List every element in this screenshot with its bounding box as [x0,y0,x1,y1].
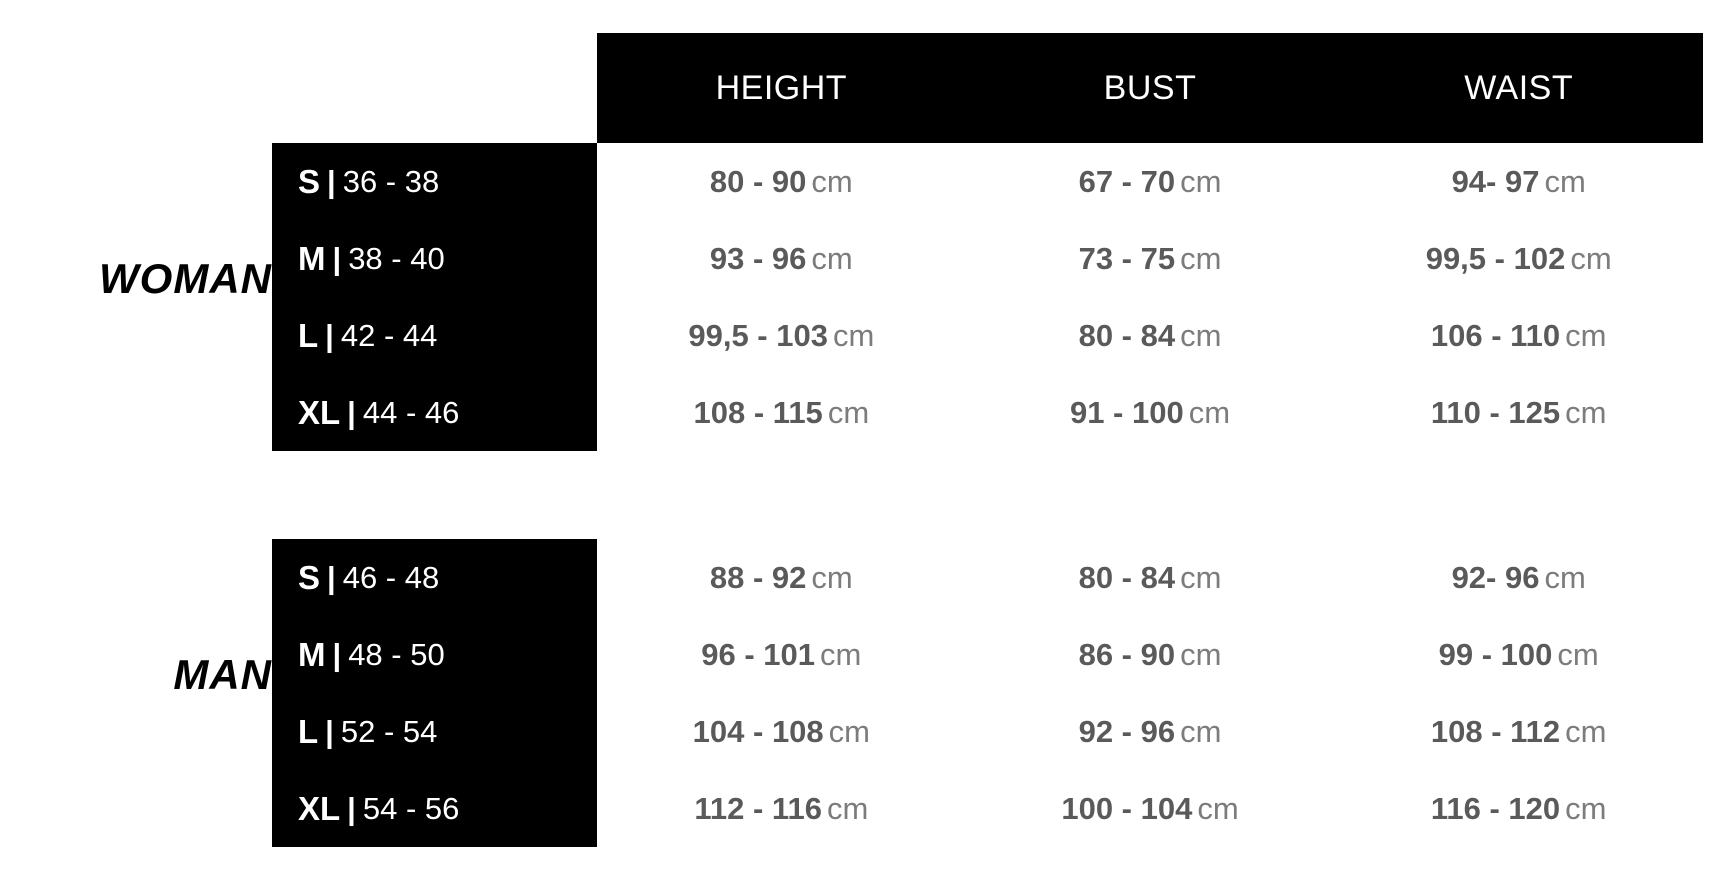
cell-bust: 67 - 70 cm [1078,163,1222,199]
cell-bust: 73 - 75 cm [1078,240,1222,276]
table-row [597,693,1703,770]
size-range: 42 - 44 [340,317,438,353]
measurements-man [597,539,1703,847]
cell-waist: 110 - 125 cm [1430,394,1607,430]
table-row [272,693,597,770]
size-letter: XL [298,789,341,827]
measurements-woman [597,143,1703,451]
table-row [272,770,597,847]
size-separator: | [332,240,342,276]
cell-waist: 99,5 - 102 cm [1425,240,1612,276]
cell-bust: 86 - 90 cm [1078,636,1222,672]
cell-height: 96 - 101 cm [701,636,862,672]
table-row [272,220,597,297]
cell-waist: 92- 96 cm [1451,559,1586,595]
size-separator: | [332,636,342,672]
cell-waist: 106 - 110 cm [1430,317,1607,353]
size-letter: M [298,239,326,277]
size-letter: L [298,712,319,750]
section-label-man: MAN [173,651,272,698]
size-range: 54 - 56 [362,790,460,826]
size-letter: XL [298,393,341,431]
size-separator: | [327,559,336,595]
table-row [597,297,1703,374]
table-row [272,616,597,693]
cell-height: 104 - 108 cm [692,713,870,749]
size-range: 36 - 38 [342,163,440,199]
cell-bust: 80 - 84 cm [1078,317,1222,353]
table-row [272,143,597,220]
table-row [272,297,597,374]
cell-bust: 92 - 96 cm [1078,713,1222,749]
size-range: 48 - 50 [348,636,445,672]
column-header-height: HEIGHT [715,68,848,107]
size-column-man [272,539,597,847]
size-range: 52 - 54 [340,713,438,749]
section-label-woman: WOMAN [99,255,272,302]
size-separator: | [347,394,356,430]
cell-height: 108 - 115 cm [693,394,870,430]
size-range: 46 - 48 [342,559,440,595]
table-row [597,374,1703,451]
cell-waist: 116 - 120 cm [1430,790,1607,826]
cell-waist: 108 - 112 cm [1430,713,1607,749]
size-column-woman [272,143,597,451]
size-letter: S [298,558,321,596]
size-separator: | [347,790,356,826]
table-row [597,616,1703,693]
cell-height: 99,5 - 103 cm [688,317,875,353]
cell-waist: 99 - 100 cm [1438,636,1599,672]
table-row [597,143,1703,220]
size-letter: S [298,162,321,200]
size-separator: | [325,317,334,353]
table-row [597,539,1703,616]
column-header-waist: WAIST [1464,68,1574,107]
table-row [272,374,597,451]
table-row [272,539,597,616]
size-range: 38 - 40 [348,240,445,276]
cell-height: 80 - 90 cm [709,163,853,199]
size-letter: M [298,635,326,673]
size-separator: | [327,163,336,199]
cell-height: 88 - 92 cm [709,559,853,595]
cell-height: 93 - 96 cm [709,240,853,276]
cell-bust: 80 - 84 cm [1078,559,1222,595]
column-header-bust: BUST [1103,68,1197,107]
table-header-band [597,33,1703,143]
cell-waist: 94- 97 cm [1451,163,1586,199]
table-row [597,770,1703,847]
table-row [597,220,1703,297]
size-range: 44 - 46 [362,394,460,430]
cell-bust: 91 - 100 cm [1069,394,1231,430]
size-letter: L [298,316,319,354]
size-separator: | [325,713,334,749]
cell-bust: 100 - 104 cm [1061,790,1239,826]
cell-height: 112 - 116 cm [694,790,869,826]
